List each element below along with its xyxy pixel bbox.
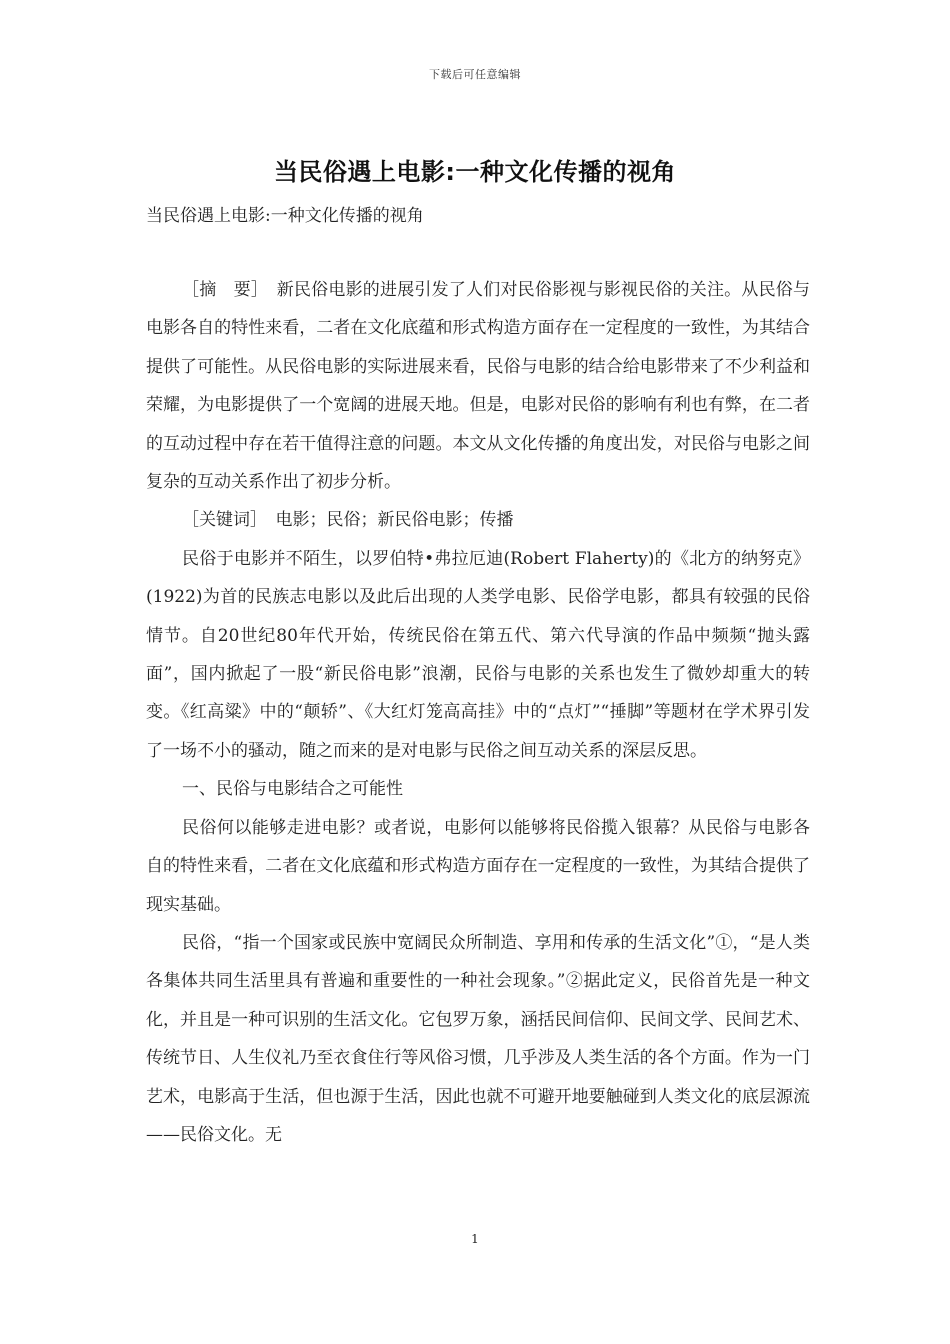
page-header-note: 下载后可任意编辑	[429, 68, 521, 81]
section-heading: 一、民俗与电影结合之可能性	[182, 779, 403, 800]
page-number: 1	[471, 1232, 479, 1246]
body-paragraph: 民俗，“指一个国家或民族中宽阔民众所制造、享用和传承的生活文化”①，“是人类各集体共同生活里具有普遍和重要性的一种社会现象。”②据此定义，民俗首先是一种文化，并且是一种可识别的生活文化。它包罗万象，涵括民间信仰、民间文学、民间艺术、传统节日、人生仪礼乃至衣食住行等风俗习惯，几乎涉及人类生活的各个方面。作为一门艺术，电影高于生活，但也源于生活，因此也就不可避开地要触碰到人类文化的底层源流——民俗文化。无	[146, 932, 810, 1145]
document-body	[146, 271, 810, 1154]
document-subtitle: 当民俗遇上电影:一种文化传播的视角	[146, 206, 424, 226]
keywords-paragraph: ［关键词］ 电影；民俗；新民俗电影；传播	[182, 510, 514, 531]
body-paragraph: 民俗何以能够走进电影？或者说，电影何以能够将民俗揽入银幕？从民俗与电影各自的特性来看，二者在文化底蕴和形式构造方面存在一定程度的一致性，为其结合提供了现实基础。	[146, 817, 810, 915]
document-title: 当民俗遇上电影:一种文化传播的视角	[273, 158, 677, 186]
abstract-paragraph: ［摘 要］ 新民俗电影的进展引发了人们对民俗影视与影视民俗的关注。从民俗与电影各自的特性来看，二者在文化底蕴和形式构造方面存在一定程度的一致性，为其结合提供了可能性。从民俗电影的实际进展来看，民俗与电影的结合给电影带来了不少利益和荣耀，为电影提供了一个宽阔的进展天地。但是，电影对民俗的影响有利也有弊，在二者的互动过程中存在若干值得注意的问题。本文从文化传播的角度出发，对民俗与电影之间复杂的互动关系作出了初步分析。	[146, 280, 810, 493]
intro-paragraph: 民俗于电影并不陌生，以罗伯特•弗拉厄迪(Robert Flaherty)的《北方的纳努克》(1922)为首的民族志电影以及此后出现的人类学电影、民俗学电影，都具有较强的民俗情节。自20世纪80年代开始，传统民俗在第五代、第六代导演的作品中频频“抛头露面”，国内掀起了一股“新民俗电影”浪潮，民俗与电影的关系也发生了微妙却重大的转变。《红高粱》中的“颠轿”、《大红灯笼高高挂》中的“点灯”“捶脚”等题材在学术界引发了一场不小的骚动，随之而来的是对电影与民俗之间互动关系的深层反思。	[146, 548, 810, 761]
